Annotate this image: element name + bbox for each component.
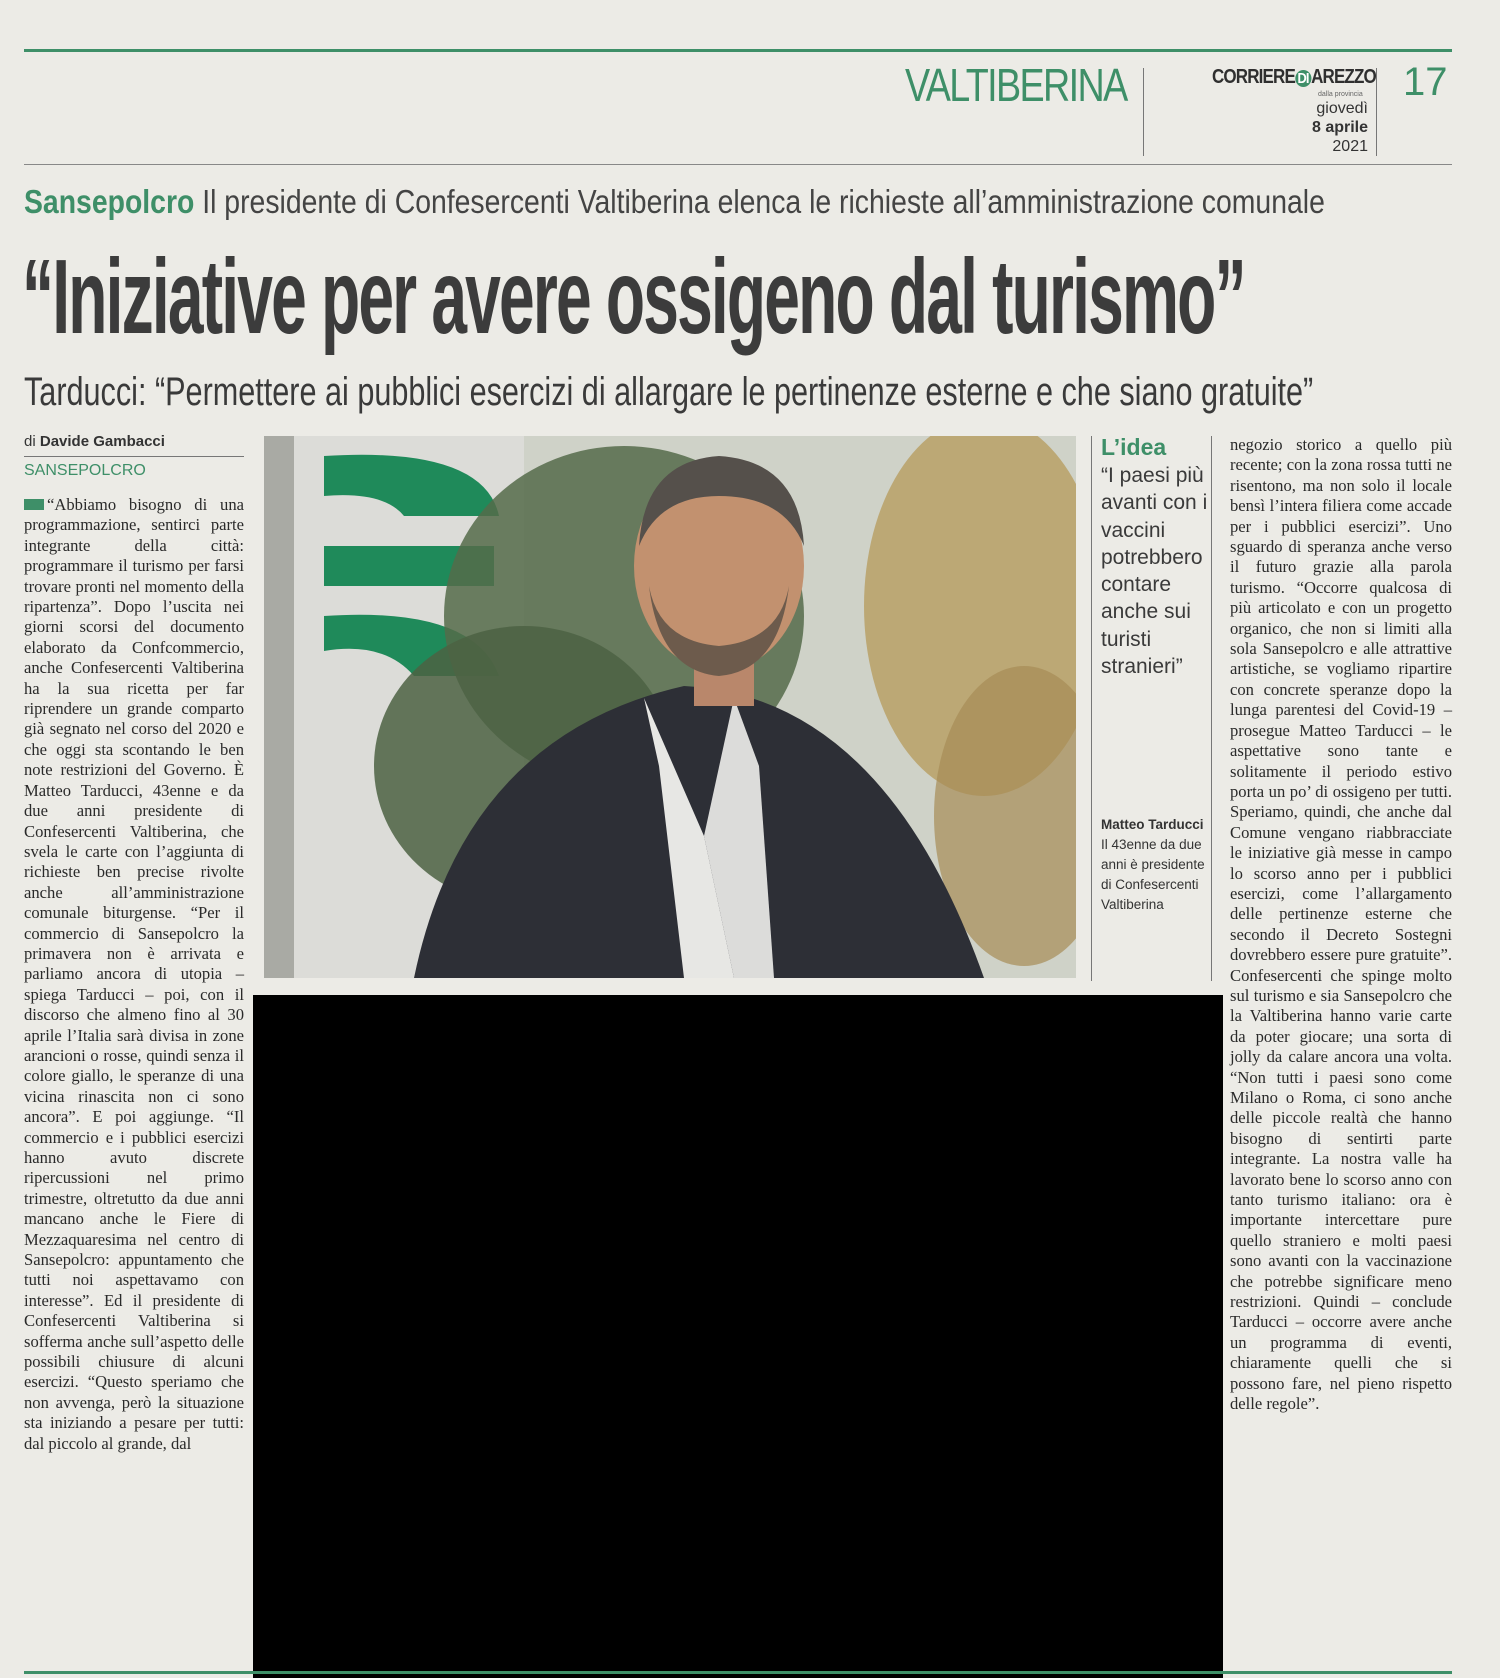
redaction-block bbox=[253, 995, 1223, 1678]
lead-marker bbox=[24, 499, 44, 510]
masthead-di: DI bbox=[1295, 70, 1311, 87]
kicker-place: Sansepolcro bbox=[24, 183, 195, 220]
date-day-month: 8 aprile bbox=[1311, 119, 1368, 136]
byline-prefix: di bbox=[24, 433, 36, 450]
column-3-text: negozio storico a quello più recente; con la zona rossa tutti ne risentono, ma non solo il locale bensì l’intera filiera come accade per i pubblici esercizi”. Uno sguardo di speranza anche verso il futuro grazie alla parola turismo. “Occorre qualcosa di più articolato e con un progetto organico, che non si limiti alla sola Sansepolcro e alle attrattive artistiche, se vogliamo ripartire con concrete speranze dopo la lunga parentesi del Covid-19 – prosegue Matteo Tarducci – le aspettative sono tante e solitamente il periodo estivo porta un po’ di ossigeno per tutti. Speriamo, quindi, che anche dal Comune vengano riabbracciate le iniziative già messe in campo lo scorso anno per i pubblici esercizi, come l’allargamento delle pertinenze esterne che secondo il Decreto Sostegni dovrebbero essere pure gratuite”. Confesercenti che spinge molto sul turismo e sia Sansepolcro che la Valtiberina hanno varie carte da poter giocare; una sorta di jolly da calare ancora una volta. “Non tutti i paesi sono come Milano o Roma, ci sono anche delle piccole realtà che hanno bisogno di sentirti parte integrante. La nostra valle ha lavorato bene lo scorso anno con tanto turismo italiano: ora è importante intercettare pure quello straniero e molti paesi sono avanti con la vaccinazione che potrebbe significare meno restrizioni. Quindi – conclude Tarducci – occorre avere anche un programma di eventi, chiaramente quelli che si possono fare, nel pieno rispetto delle regole”. bbox=[1230, 435, 1452, 1414]
pullquote-label: L’idea bbox=[1101, 434, 1167, 460]
byline bbox=[24, 433, 165, 450]
article-headline: “Iniziative per avere ossigeno dal turismo” bbox=[22, 238, 1245, 356]
article-photo bbox=[264, 436, 1076, 978]
column-1-text: “Abbiamo bisogno di una programmazione, sentirci parte integrante della città: programmare il turismo per farsi trovare pronti nel momento della ripartenza”. Dopo l’uscita nei giorni scorsi del documento elaborato da Confcommercio, anche Confesercenti Valtiberina ha la sua ricetta per far riprendere un grande comparto già segnato nel corso del 2020 e che oggi sta scontando le ben note restrizioni del Governo. È Matteo Tarducci, 43enne e da due anni presidente di Confesercenti Valtiberina, che svela le carte con l’aggiunta di richieste ben precise rivolte anche all’amministrazione comunale biturgense. “Per il commercio di Sansepolcro la primavera non è arrivata e parliamo ancora di utopia – spiega Tarducci – poi, con il discorso che almeno fino al 30 aprile l’Italia sarà divisa in zone arancioni o rosse, quindi senza il colore giallo, le speranze di una vicina rinascita non ci sono ancora”. E poi aggiunge. “Il commercio e i pubblici esercizi hanno avuto discrete ripercussioni nel primo trimestre, oltretutto da due anni mancano anche le Fiere di Mezzaquaresima nel centro di Sansepolcro: appuntamento che tutti noi aspettavamo con interesse”. Ed il presidente di Confesercenti Valtiberina si sofferma anche sull’aspetto delle possibili chiusure di alcuni esercizi. “Questo speriamo che non avvenga, però la situazione sta iniziando a pesare per tutti: dal piccolo al grande, dal bbox=[24, 495, 244, 1453]
header-divider bbox=[1143, 68, 1144, 156]
article-kicker bbox=[24, 183, 1325, 221]
caption-name: Matteo Tarducci bbox=[1101, 817, 1204, 832]
article-subheadline: Tarducci: “Permettere ai pubblici esercizi di allargare le pertinenze esterne e che siano gratuite” bbox=[24, 370, 1314, 414]
issue-date bbox=[1300, 99, 1368, 156]
article-column-3 bbox=[1230, 435, 1452, 1415]
sidebar-divider-left bbox=[1091, 436, 1092, 981]
masthead-logo bbox=[1212, 66, 1376, 89]
header-rule bbox=[24, 164, 1452, 165]
pullquote-text: “I paesi più avanti con i vaccini potrebbero contare anche sui turisti stranieri” bbox=[1101, 464, 1208, 679]
caption-text: Il 43enne da due anni è presidente di Confesercenti Valtiberina bbox=[1101, 837, 1205, 912]
article-column-1 bbox=[24, 495, 244, 1454]
section-title: VALTIBERINA bbox=[905, 59, 1127, 111]
sidebar-divider-right bbox=[1211, 436, 1212, 981]
kicker-text: Il presidente di Confesercenti Valtiberina elenca le richieste all’amministrazione comunale bbox=[202, 183, 1325, 220]
byline-author: Davide Gambacci bbox=[39, 433, 165, 450]
bottom-rule bbox=[24, 1671, 1452, 1674]
masthead-subtitle: dalla provincia bbox=[1318, 91, 1363, 98]
date-weekday: giovedì bbox=[1316, 100, 1368, 117]
page-number: 17 bbox=[1403, 60, 1448, 104]
photo-illustration bbox=[264, 436, 1076, 978]
masthead-pre: CORRIERE bbox=[1212, 66, 1295, 88]
masthead-post: AREZZO bbox=[1311, 66, 1376, 88]
page-number-divider bbox=[1376, 68, 1377, 156]
byline-rule bbox=[24, 456, 244, 457]
top-rule bbox=[24, 49, 1452, 52]
dateline: SANSEPOLCRO bbox=[24, 462, 146, 479]
date-year: 2021 bbox=[1332, 138, 1368, 155]
photo-caption bbox=[1101, 815, 1211, 915]
